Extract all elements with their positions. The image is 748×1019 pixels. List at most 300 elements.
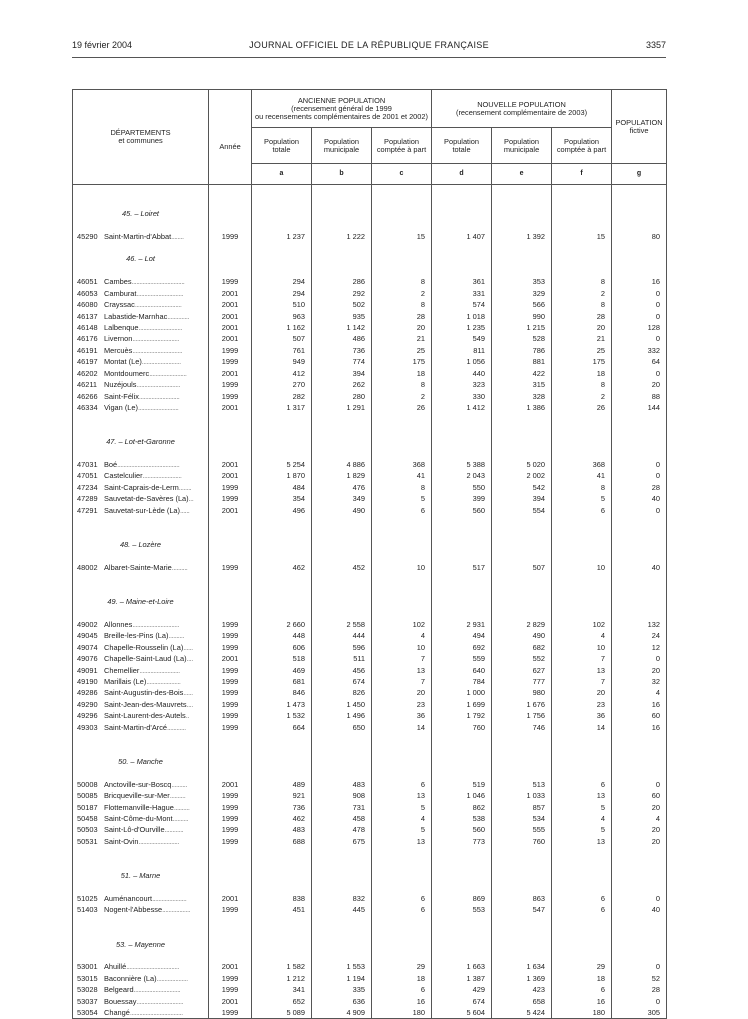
pop-municipale-e-cell: 353 xyxy=(492,276,552,287)
spacer-cell xyxy=(73,413,209,424)
spacer-cell xyxy=(73,744,209,755)
pop-a-part-f-cell: 21 xyxy=(552,333,612,344)
pop-a-part-c-cell: 368 xyxy=(372,459,432,470)
commune-cell xyxy=(73,630,209,641)
pop-municipale-b-cell: 1 194 xyxy=(312,973,372,984)
pop-a-part-f-cell: 5 xyxy=(552,493,612,504)
pop-fictive-g-cell: 0 xyxy=(612,653,667,664)
pop-totale-a-cell: 1 212 xyxy=(252,973,312,984)
pop-fictive-g-cell: 88 xyxy=(612,391,667,402)
pop-a-part-c-cell: 5 xyxy=(372,824,432,835)
spacer-cell xyxy=(372,242,432,253)
pop-a-part-f-cell: 8 xyxy=(552,482,612,493)
leader-dots: ........ xyxy=(171,231,184,241)
pop-totale-a-cell: 664 xyxy=(252,722,312,733)
table-row xyxy=(73,299,667,310)
pop-totale-d-cell: 538 xyxy=(432,813,492,824)
spacer-cell xyxy=(432,733,492,744)
pop-totale-d-cell: 784 xyxy=(432,676,492,687)
year-cell: 1999 xyxy=(209,276,252,287)
pop-totale-a-cell: 5 089 xyxy=(252,1007,312,1019)
spacer-cell xyxy=(612,744,667,755)
spacer-cell xyxy=(552,425,612,436)
pop-totale-a-cell: 5 254 xyxy=(252,459,312,470)
pop-totale-d-cell: 862 xyxy=(432,802,492,813)
spacer-cell xyxy=(492,219,552,230)
pop-totale-a-cell: 736 xyxy=(252,802,312,813)
pop-totale-a-cell: 838 xyxy=(252,893,312,904)
commune-name: Saint-Martin-d'Abbat xyxy=(104,231,172,241)
pop-municipale-b-cell: 650 xyxy=(312,722,372,733)
year-cell: 1999 xyxy=(209,687,252,698)
commune-name: Flottemanville-Hague xyxy=(104,802,174,812)
commune-code: 48002 xyxy=(77,562,98,572)
table-row xyxy=(73,288,667,299)
commune-cell xyxy=(73,973,209,984)
year-cell: 2001 xyxy=(209,288,252,299)
leader-dots: .............. xyxy=(167,311,190,321)
spacer-cell xyxy=(209,448,252,459)
commune-code: 53001 xyxy=(77,962,98,972)
pop-a-part-f-cell: 14 xyxy=(552,722,612,733)
pop-municipale-e-cell: 315 xyxy=(492,379,552,390)
spacer-cell xyxy=(372,196,432,207)
pop-totale-a-cell: 507 xyxy=(252,333,312,344)
spacer-cell xyxy=(252,756,312,767)
table-row xyxy=(73,653,667,664)
pop-a-part-c-cell: 2 xyxy=(372,391,432,402)
pop-fictive-g-cell: 0 xyxy=(612,996,667,1007)
department-heading: 45. – Loiret xyxy=(73,208,209,219)
department-heading: 53. – Mayenne xyxy=(73,939,209,950)
pop-municipale-e-cell: 1 756 xyxy=(492,710,552,721)
spacer-cell xyxy=(372,448,432,459)
commune-code: 51025 xyxy=(77,893,98,903)
pop-a-part-c-cell: 16 xyxy=(372,996,432,1007)
spacer-cell xyxy=(552,265,612,276)
spacer-cell xyxy=(372,870,432,881)
spacer-cell xyxy=(209,208,252,219)
commune-cell xyxy=(73,322,209,333)
commune-code: 49296 xyxy=(77,711,98,721)
department-heading: 46. – Lot xyxy=(73,253,209,264)
pop-totale-a-cell: 448 xyxy=(252,630,312,641)
department-heading: 51. – Marne xyxy=(73,870,209,881)
spacer-cell xyxy=(432,847,492,858)
spacer-cell xyxy=(432,550,492,561)
year-cell: 2001 xyxy=(209,322,252,333)
year-cell: 1999 xyxy=(209,699,252,710)
spacer-cell xyxy=(209,185,252,197)
year-cell: 2001 xyxy=(209,459,252,470)
pop-fictive-g-cell: 16 xyxy=(612,276,667,287)
commune-name: Crayssac xyxy=(104,300,135,310)
pop-municipale-e-cell: 777 xyxy=(492,676,552,687)
header-page-number: 3357 xyxy=(645,40,666,50)
leader-dots: ...................... xyxy=(152,893,187,903)
commune-cell xyxy=(73,311,209,322)
pop-totale-d-cell: 549 xyxy=(432,333,492,344)
spacer-cell xyxy=(312,767,372,778)
spacer-cell xyxy=(372,265,432,276)
commune-code: 49074 xyxy=(77,642,98,652)
pop-fictive-g-cell: 0 xyxy=(612,311,667,322)
commune-cell xyxy=(73,722,209,733)
spacer-cell xyxy=(552,607,612,618)
col-annee: Année xyxy=(209,90,252,185)
commune-cell xyxy=(73,802,209,813)
commune-cell xyxy=(73,333,209,344)
spacer-cell xyxy=(252,528,312,539)
col-a: Population totale xyxy=(252,128,312,164)
group-ancienne-population: ANCIENNE POPULATION (recensement général de 1999 ou recensements complémentaires de 2001 et 2002) xyxy=(252,90,432,128)
spacer-cell xyxy=(209,242,252,253)
col-departements: DÉPARTEMENTS et communes xyxy=(73,90,209,185)
leader-dots: ........ xyxy=(178,482,192,492)
spacer-cell xyxy=(372,436,432,447)
pop-municipale-e-cell: 328 xyxy=(492,391,552,402)
pop-totale-a-cell: 489 xyxy=(252,779,312,790)
pop-fictive-g-cell: 0 xyxy=(612,333,667,344)
pop-municipale-e-cell: 786 xyxy=(492,345,552,356)
pop-municipale-b-cell: 478 xyxy=(312,824,372,835)
pop-municipale-b-cell: 774 xyxy=(312,356,372,367)
pop-a-part-c-cell: 8 xyxy=(372,276,432,287)
spacer-cell xyxy=(312,208,372,219)
pop-a-part-c-cell: 13 xyxy=(372,790,432,801)
leader-dots: .............................. xyxy=(132,334,179,344)
pop-totale-a-cell: 1 162 xyxy=(252,322,312,333)
year-cell: 1999 xyxy=(209,722,252,733)
col-f: Population comptée à part xyxy=(552,128,612,164)
spacer-cell xyxy=(552,847,612,858)
spacer-cell xyxy=(209,744,252,755)
pop-municipale-b-cell: 675 xyxy=(312,836,372,847)
year-cell: 2001 xyxy=(209,470,252,481)
pop-a-part-c-cell: 28 xyxy=(372,311,432,322)
pop-a-part-f-cell: 4 xyxy=(552,813,612,824)
commune-name: Nogent-l'Abbesse xyxy=(104,905,163,915)
pop-municipale-b-cell: 394 xyxy=(312,368,372,379)
col-letter-e: e xyxy=(492,164,552,185)
spacer-cell xyxy=(209,607,252,618)
pop-municipale-e-cell: 1 033 xyxy=(492,790,552,801)
pop-a-part-f-cell: 13 xyxy=(552,790,612,801)
spacer-cell xyxy=(252,550,312,561)
pop-a-part-f-cell: 4 xyxy=(552,630,612,641)
pop-a-part-f-cell: 36 xyxy=(552,710,612,721)
spacer-cell xyxy=(209,436,252,447)
table-row xyxy=(73,368,667,379)
spacer-cell xyxy=(312,219,372,230)
spacer-cell xyxy=(492,265,552,276)
commune-code: 49076 xyxy=(77,654,98,664)
spacer-cell xyxy=(432,448,492,459)
pop-a-part-f-cell: 26 xyxy=(552,402,612,413)
pop-municipale-b-cell: 826 xyxy=(312,687,372,698)
spacer-cell xyxy=(372,607,432,618)
pop-totale-a-cell: 963 xyxy=(252,311,312,322)
pop-fictive-g-cell: 0 xyxy=(612,470,667,481)
commune-name: Saint-Martin-d'Arcé xyxy=(104,722,168,732)
leader-dots: .. xyxy=(185,711,189,721)
commune-name: Cambes xyxy=(104,277,132,287)
leader-dots: ... xyxy=(188,494,194,504)
table-row xyxy=(73,402,667,413)
pop-municipale-e-cell: 542 xyxy=(492,482,552,493)
pop-a-part-f-cell: 5 xyxy=(552,824,612,835)
pop-municipale-b-cell: 4 909 xyxy=(312,1007,372,1019)
spacer-cell xyxy=(432,756,492,767)
commune-cell xyxy=(73,493,209,504)
spacer-row xyxy=(73,425,667,436)
year-cell: 2001 xyxy=(209,333,252,344)
pop-municipale-e-cell: 658 xyxy=(492,996,552,1007)
pop-fictive-g-cell: 24 xyxy=(612,630,667,641)
pop-a-part-c-cell: 29 xyxy=(372,961,432,972)
leader-dots: ...... xyxy=(180,505,190,515)
spacer-cell xyxy=(372,950,432,961)
pop-a-part-c-cell: 6 xyxy=(372,779,432,790)
spacer-row xyxy=(73,881,667,892)
pop-totale-a-cell: 761 xyxy=(252,345,312,356)
spacer-cell xyxy=(552,185,612,197)
commune-cell xyxy=(73,1007,209,1019)
pop-fictive-g-cell: 132 xyxy=(612,619,667,630)
commune-cell xyxy=(73,345,209,356)
pop-a-part-c-cell: 5 xyxy=(372,802,432,813)
pop-totale-a-cell: 412 xyxy=(252,368,312,379)
spacer-cell xyxy=(73,425,209,436)
spacer-cell xyxy=(73,927,209,938)
spacer-cell xyxy=(312,927,372,938)
pop-totale-d-cell: 640 xyxy=(432,665,492,676)
year-cell: 1999 xyxy=(209,630,252,641)
commune-name: Castelculier xyxy=(104,471,143,481)
pop-totale-d-cell: 1 792 xyxy=(432,710,492,721)
spacer-cell xyxy=(312,265,372,276)
spacer-cell xyxy=(209,265,252,276)
spacer-cell xyxy=(492,242,552,253)
pop-fictive-g-cell: 305 xyxy=(612,1007,667,1019)
pop-totale-d-cell: 1 412 xyxy=(432,402,492,413)
year-cell: 1999 xyxy=(209,231,252,242)
pop-municipale-b-cell: 458 xyxy=(312,813,372,824)
pop-totale-d-cell: 1 699 xyxy=(432,699,492,710)
spacer-cell xyxy=(312,253,372,264)
year-cell: 1999 xyxy=(209,562,252,573)
commune-code: 46137 xyxy=(77,311,98,321)
leader-dots: .................................. xyxy=(129,1008,183,1018)
pop-municipale-b-cell: 1 496 xyxy=(312,710,372,721)
pop-totale-d-cell: 1 046 xyxy=(432,790,492,801)
spacer-cell xyxy=(73,550,209,561)
spacer-cell xyxy=(612,550,667,561)
spacer-cell xyxy=(552,881,612,892)
spacer-cell xyxy=(73,767,209,778)
commune-name: Saint-Caprais-de-Lerm xyxy=(104,482,179,492)
leader-dots: ............................ xyxy=(138,322,183,332)
pop-totale-a-cell: 294 xyxy=(252,288,312,299)
spacer-cell xyxy=(492,847,552,858)
pop-a-part-f-cell: 15 xyxy=(552,231,612,242)
leader-dots: .............................. xyxy=(136,288,184,298)
pop-a-part-f-cell: 368 xyxy=(552,459,612,470)
spacer-cell xyxy=(432,607,492,618)
spacer-cell xyxy=(432,185,492,197)
leader-dots: .......................... xyxy=(139,665,180,675)
commune-code: 46334 xyxy=(77,402,98,412)
spacer-cell xyxy=(209,767,252,778)
spacer-cell xyxy=(492,927,552,938)
commune-name: Chemellier xyxy=(104,665,140,675)
spacer-cell xyxy=(252,881,312,892)
leader-dots: ...... xyxy=(183,688,193,698)
spacer-cell xyxy=(209,859,252,870)
spacer-cell xyxy=(552,219,612,230)
spacer-cell xyxy=(73,196,209,207)
spacer-cell xyxy=(552,767,612,778)
pop-municipale-e-cell: 857 xyxy=(492,802,552,813)
table-row xyxy=(73,665,667,676)
spacer-cell xyxy=(372,847,432,858)
commune-code: 46053 xyxy=(77,288,98,298)
spacer-cell xyxy=(432,528,492,539)
commune-code: 49045 xyxy=(77,631,98,641)
spacer-cell xyxy=(432,744,492,755)
department-heading-row xyxy=(73,756,667,767)
spacer-row xyxy=(73,219,667,230)
table-row xyxy=(73,276,667,287)
spacer-cell xyxy=(252,607,312,618)
pop-a-part-c-cell: 18 xyxy=(372,368,432,379)
pop-municipale-b-cell: 476 xyxy=(312,482,372,493)
commune-name: Montdoumerc xyxy=(104,368,150,378)
pop-a-part-f-cell: 10 xyxy=(552,642,612,653)
commune-name: Changé xyxy=(104,1008,130,1018)
spacer-row xyxy=(73,585,667,596)
spacer-cell xyxy=(492,596,552,607)
pop-fictive-g-cell: 0 xyxy=(612,961,667,972)
spacer-cell xyxy=(73,733,209,744)
commune-name: Chapelle-Rousselin (La) xyxy=(104,642,184,652)
pop-a-part-c-cell: 23 xyxy=(372,699,432,710)
spacer-cell xyxy=(492,196,552,207)
spacer-cell xyxy=(492,573,552,584)
table-row xyxy=(73,505,667,516)
spacer-cell xyxy=(552,436,612,447)
pop-totale-d-cell: 692 xyxy=(432,642,492,653)
pop-fictive-g-cell: 40 xyxy=(612,904,667,915)
spacer-cell xyxy=(252,585,312,596)
spacer-cell xyxy=(73,585,209,596)
spacer-cell xyxy=(432,425,492,436)
pop-municipale-e-cell: 422 xyxy=(492,368,552,379)
commune-code: 47289 xyxy=(77,494,98,504)
department-heading: 50. – Manche xyxy=(73,756,209,767)
commune-code: 49091 xyxy=(77,665,98,675)
spacer-cell xyxy=(312,859,372,870)
pop-totale-a-cell: 606 xyxy=(252,642,312,653)
commune-name: Anctoville-sur-Boscq xyxy=(104,779,172,789)
spacer-cell xyxy=(492,859,552,870)
commune-name: Lalbenque xyxy=(104,322,139,332)
pop-a-part-f-cell: 6 xyxy=(552,893,612,904)
spacer-cell xyxy=(73,528,209,539)
leader-dots: ............ xyxy=(164,825,184,835)
spacer-cell xyxy=(252,253,312,264)
pop-municipale-e-cell: 534 xyxy=(492,813,552,824)
spacer-cell xyxy=(209,927,252,938)
spacer-cell xyxy=(372,413,432,424)
spacer-cell xyxy=(73,516,209,527)
spacer-cell xyxy=(312,436,372,447)
spacer-cell xyxy=(372,539,432,550)
commune-code: 46176 xyxy=(77,334,98,344)
commune-cell xyxy=(73,699,209,710)
spacer-row xyxy=(73,767,667,778)
spacer-cell xyxy=(552,539,612,550)
commune-code: 49190 xyxy=(77,676,98,686)
spacer-cell xyxy=(312,539,372,550)
spacer-cell xyxy=(612,413,667,424)
commune-cell xyxy=(73,665,209,676)
pop-a-part-f-cell: 18 xyxy=(552,368,612,379)
spacer-cell xyxy=(209,847,252,858)
commune-cell xyxy=(73,893,209,904)
spacer-cell xyxy=(552,208,612,219)
pop-a-part-f-cell: 25 xyxy=(552,345,612,356)
spacer-cell xyxy=(209,550,252,561)
leader-dots: .......... xyxy=(169,791,186,801)
commune-code: 47291 xyxy=(77,505,98,515)
pop-fictive-g-cell: 60 xyxy=(612,710,667,721)
pop-fictive-g-cell: 20 xyxy=(612,836,667,847)
spacer-cell xyxy=(612,859,667,870)
spacer-row xyxy=(73,242,667,253)
pop-totale-a-cell: 496 xyxy=(252,505,312,516)
spacer-cell xyxy=(432,859,492,870)
pop-a-part-c-cell: 6 xyxy=(372,984,432,995)
spacer-cell xyxy=(492,767,552,778)
pop-fictive-g-cell: 20 xyxy=(612,379,667,390)
pop-municipale-b-cell: 1 829 xyxy=(312,470,372,481)
commune-name: Bricqueville-sur-Mer xyxy=(104,791,170,801)
pop-municipale-e-cell: 513 xyxy=(492,779,552,790)
table-row xyxy=(73,824,667,835)
pop-municipale-b-cell: 486 xyxy=(312,333,372,344)
commune-name: Sauvetat-de-Savères (La) xyxy=(104,494,189,504)
pop-a-part-c-cell: 102 xyxy=(372,619,432,630)
commune-code: 53054 xyxy=(77,1008,98,1018)
spacer-cell xyxy=(252,185,312,197)
spacer-cell xyxy=(312,596,372,607)
spacer-cell xyxy=(432,265,492,276)
spacer-cell xyxy=(252,950,312,961)
pop-a-part-c-cell: 15 xyxy=(372,231,432,242)
department-heading: 47. – Lot-et-Garonne xyxy=(73,436,209,447)
pop-totale-d-cell: 494 xyxy=(432,630,492,641)
commune-code: 46266 xyxy=(77,391,98,401)
year-cell: 1999 xyxy=(209,665,252,676)
pop-totale-d-cell: 1 387 xyxy=(432,973,492,984)
pop-fictive-g-cell: 16 xyxy=(612,722,667,733)
col-e: Population municipale xyxy=(492,128,552,164)
spacer-cell xyxy=(432,939,492,950)
spacer-cell xyxy=(372,573,432,584)
spacer-cell xyxy=(492,550,552,561)
spacer-cell xyxy=(612,253,667,264)
